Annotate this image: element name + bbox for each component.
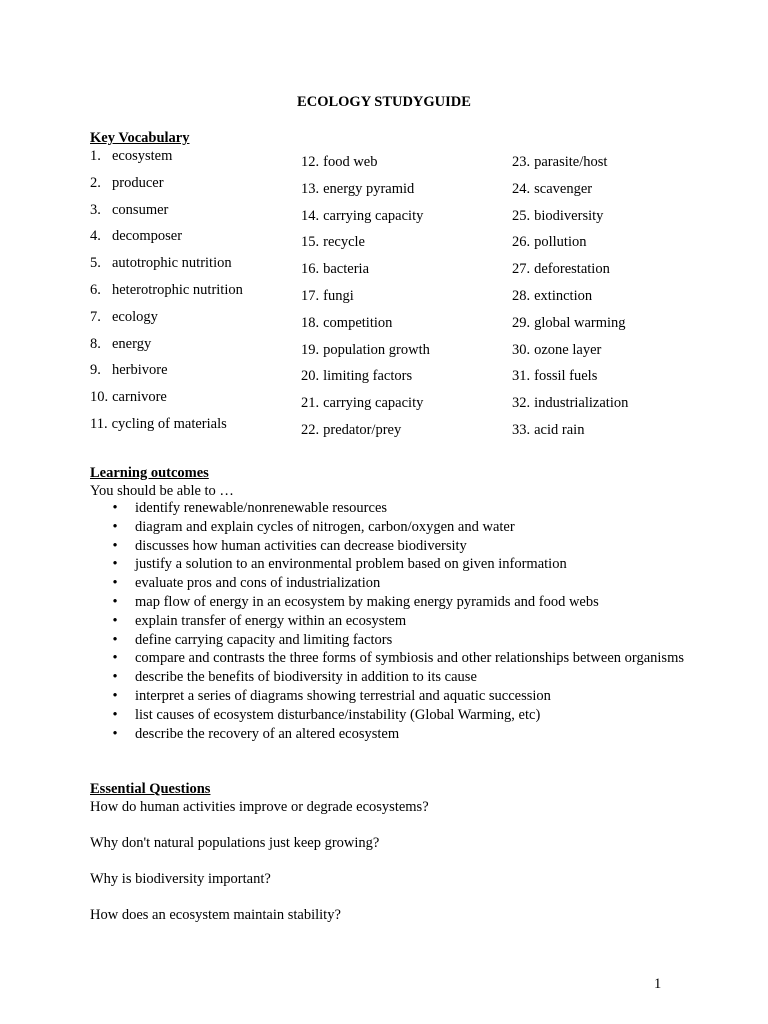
bullet-icon: •: [112, 687, 118, 704]
vocabulary-term: carnivore: [112, 389, 167, 406]
vocabulary-item: [301, 260, 369, 278]
learning-outcome-text: diagram and explain cycles of nitrogen, carbon/oxygen and water: [135, 518, 515, 535]
vocabulary-number: 29.: [512, 314, 531, 331]
vocabulary-number: 19.: [301, 341, 320, 358]
essential-question: How does an ecosystem maintain stability?: [90, 907, 341, 923]
vocabulary-term: carrying capacity: [323, 395, 424, 412]
learning-outcome-item: [90, 500, 690, 517]
vocabulary-term: acid rain: [534, 422, 585, 438]
essential-question: Why don't natural populations just keep growing?: [90, 835, 380, 851]
learning-outcome-text: map flow of energy in an ecosystem by making energy pyramids and food webs: [135, 593, 599, 610]
bullet-icon: •: [112, 631, 118, 648]
vocabulary-item: [512, 394, 628, 412]
vocabulary-term: autotrophic nutrition: [112, 255, 232, 272]
vocabulary-number: 6.: [90, 282, 101, 298]
vocabulary-item: [301, 421, 401, 439]
vocabulary-number: 22.: [301, 422, 320, 438]
vocabulary-term: consumer: [112, 201, 169, 218]
learning-outcome-text: list causes of ecosystem disturbance/instability (Global Warming, etc): [135, 706, 541, 723]
vocabulary-term: recycle: [323, 234, 365, 251]
learning-outcome-item: [90, 538, 690, 555]
vocabulary-term: food web: [323, 154, 378, 170]
bullet-icon: •: [112, 650, 118, 667]
bullet-icon: •: [112, 537, 118, 554]
vocabulary-term: fungi: [323, 288, 354, 304]
vocabulary-number: 17.: [301, 288, 320, 304]
learning-outcomes-heading: Learning outcomes: [90, 465, 209, 481]
vocabulary-number: 11.: [90, 416, 108, 432]
vocabulary-item: [512, 367, 597, 385]
vocabulary-number: 4.: [90, 228, 101, 245]
learning-outcome-text: describe the recovery of an altered ecosystem: [135, 725, 400, 742]
vocabulary-number: 10.: [90, 389, 109, 406]
vocabulary-number: 23.: [512, 154, 531, 170]
vocabulary-item: [512, 233, 587, 251]
learning-outcome-text: define carrying capacity and limiting factors: [135, 631, 393, 648]
vocabulary-number: 30.: [512, 341, 531, 358]
vocabulary-term: population growth: [323, 341, 430, 358]
bullet-icon: •: [112, 575, 118, 592]
learning-outcome-item: [90, 613, 690, 630]
key-vocabulary-heading: Key Vocabulary: [90, 130, 190, 146]
essential-question: How do human activities improve or degrade ecosystems?: [90, 799, 429, 815]
vocabulary-item: [90, 254, 232, 272]
vocabulary-item: [512, 287, 592, 305]
vocabulary-item: [301, 341, 430, 359]
vocabulary-number: 16.: [301, 261, 320, 278]
vocabulary-item: [301, 367, 412, 385]
bullet-icon: •: [112, 669, 118, 686]
vocabulary-item: [90, 415, 227, 433]
vocabulary-number: 2.: [90, 174, 101, 191]
vocabulary-term: fossil fuels: [534, 368, 598, 385]
vocabulary-item: [512, 260, 610, 278]
learning-outcomes-list: [90, 500, 690, 744]
vocabulary-number: 32.: [512, 395, 531, 412]
vocabulary-term: parasite/host: [534, 154, 608, 170]
vocabulary-item: [90, 201, 168, 219]
bullet-icon: •: [112, 593, 118, 610]
vocabulary-number: 5.: [90, 255, 101, 272]
learning-outcome-item: [90, 594, 690, 611]
learning-outcome-item: [90, 556, 690, 573]
vocabulary-term: industrialization: [534, 395, 629, 412]
essential-questions-heading: Essential Questions: [90, 781, 211, 797]
vocabulary-term: competition: [323, 314, 393, 331]
bullet-icon: •: [112, 556, 118, 573]
bullet-icon: •: [112, 706, 118, 723]
vocabulary-number: 27.: [512, 261, 531, 278]
learning-outcome-item: [90, 650, 690, 667]
vocabulary-number: 3.: [90, 201, 101, 218]
vocabulary-item: [512, 341, 601, 359]
vocabulary-number: 13.: [301, 180, 320, 197]
vocabulary-term: herbivore: [112, 362, 168, 379]
learning-outcome-text: evaluate pros and cons of industrialization: [135, 575, 381, 592]
vocabulary-number: 14.: [301, 207, 320, 224]
vocabulary-item: [301, 287, 354, 305]
vocabulary-number: 33.: [512, 422, 531, 438]
learning-outcome-item: [90, 688, 690, 705]
vocabulary-item: [90, 388, 167, 406]
vocabulary-term: scavenger: [534, 180, 593, 197]
vocabulary-item: [512, 207, 603, 225]
bullet-icon: •: [112, 612, 118, 629]
vocabulary-number: 28.: [512, 288, 531, 304]
vocabulary-term: ozone layer: [534, 341, 602, 358]
bullet-icon: •: [112, 518, 118, 535]
vocabulary-item: [301, 207, 423, 225]
learning-outcomes-intro: You should be able to …: [90, 483, 234, 499]
learning-outcome-item: [90, 726, 690, 743]
vocabulary-item: [90, 335, 151, 353]
vocabulary-item: [90, 147, 172, 165]
vocabulary-number: 7.: [90, 308, 101, 325]
vocabulary-term: energy pyramid: [323, 180, 415, 197]
vocabulary-item: [301, 394, 423, 412]
learning-outcome-text: identify renewable/nonrenewable resources: [135, 500, 388, 516]
learning-outcome-item: [90, 632, 690, 649]
vocabulary-term: bacteria: [323, 261, 370, 278]
vocabulary-item: [90, 281, 243, 299]
learning-outcome-text: discusses how human activities can decrease biodiversity: [135, 537, 467, 554]
vocabulary-term: deforestation: [534, 261, 610, 278]
vocabulary-item: [90, 308, 158, 326]
vocabulary-number: 15.: [301, 234, 320, 251]
vocabulary-item: [512, 421, 584, 439]
vocabulary-number: 31.: [512, 368, 531, 385]
vocabulary-term: producer: [112, 174, 164, 191]
vocabulary-item: [512, 180, 592, 198]
vocabulary-term: predator/prey: [323, 422, 402, 438]
bullet-icon: •: [112, 725, 118, 742]
vocabulary-number: 24.: [512, 180, 531, 197]
vocabulary-item: [301, 180, 414, 198]
vocabulary-term: ecosystem: [112, 148, 173, 164]
vocabulary-term: ecology: [112, 308, 158, 325]
vocabulary-item: [512, 314, 626, 332]
vocabulary-item: [90, 227, 182, 245]
vocabulary-number: 26.: [512, 234, 531, 251]
vocabulary-item: [301, 314, 392, 332]
vocabulary-item: [512, 153, 607, 171]
vocabulary-term: cycling of materials: [111, 416, 227, 432]
vocabulary-item: [90, 361, 168, 379]
vocabulary-term: decomposer: [112, 228, 183, 245]
vocabulary-item: [90, 174, 164, 192]
vocabulary-number: 12.: [301, 154, 320, 170]
vocabulary-term: global warming: [534, 314, 626, 331]
vocabulary-item: [301, 153, 378, 171]
vocabulary-term: carrying capacity: [323, 207, 424, 224]
learning-outcome-text: compare and contrasts the three forms of symbiosis and other relationships between organisms: [135, 650, 684, 667]
learning-outcome-text: describe the benefits of biodiversity in addition to its cause: [135, 669, 477, 686]
vocabulary-number: 9.: [90, 362, 101, 379]
learning-outcome-item: [90, 575, 690, 592]
vocabulary-term: biodiversity: [534, 207, 604, 224]
learning-outcome-text: justify a solution to an environmental problem based on given information: [135, 556, 567, 573]
learning-outcome-text: interpret a series of diagrams showing terrestrial and aquatic succession: [135, 687, 551, 704]
vocabulary-number: 8.: [90, 335, 101, 352]
vocabulary-item: [301, 233, 365, 251]
vocabulary-term: pollution: [534, 234, 587, 251]
learning-outcome-item: [90, 707, 690, 724]
vocabulary-term: heterotrophic nutrition: [112, 282, 243, 298]
vocabulary-term: energy: [112, 335, 152, 352]
learning-outcome-item: [90, 519, 690, 536]
bullet-icon: •: [112, 500, 118, 516]
page-title: ECOLOGY STUDYGUIDE: [297, 94, 471, 110]
vocabulary-number: 1.: [90, 148, 101, 164]
vocabulary-number: 18.: [301, 314, 320, 331]
essential-question: Why is biodiversity important?: [90, 871, 271, 887]
learning-outcome-text: explain transfer of energy within an ecosystem: [135, 612, 407, 629]
vocabulary-number: 20.: [301, 368, 320, 385]
vocabulary-number: 21.: [301, 395, 320, 412]
learning-outcome-item: [90, 669, 690, 686]
vocabulary-term: extinction: [534, 288, 593, 304]
vocabulary-number: 25.: [512, 207, 531, 224]
vocabulary-term: limiting factors: [323, 368, 413, 385]
page-number: 1: [654, 976, 662, 992]
